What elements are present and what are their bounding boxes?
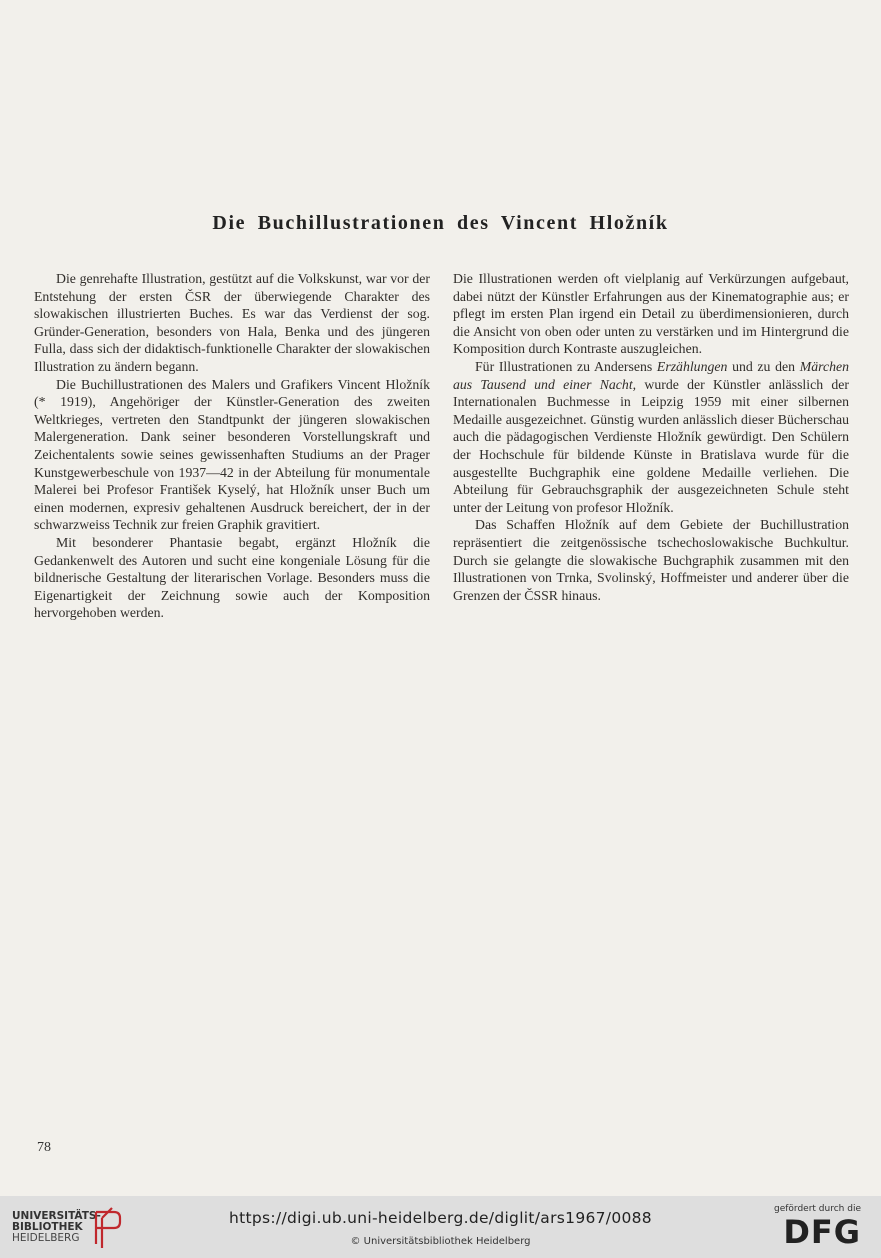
left-paragraph-2: Die Buchillustrationen des Malers und Grafikers Vincent Hložník (* 1919), Angehöriger der Künstler-Generation des zweiten Weltkrieges, vertreten den Standtpunkt der jüngeren slowakischen Malergeneration. Dank seiner besonderen Vorstellungskraft und Zeichentalents sowie seines gewissenhaften Studiums an der Prager Kunstgewerbeschule von 1937—42 in der Abteilung für monumentale Malerei bei Profesor František Kyselý, hat Hložník unser Buch um einen modernen, expresiv gehaltenen Ausdruck bereichert, der in der schwarzweiss Technik zur freien Graphik gravitiert. bbox=[34, 376, 430, 533]
book-title-erzaehlungen: Erzählungen bbox=[656, 358, 728, 374]
right-column bbox=[453, 270, 849, 604]
permalink-url[interactable]: https://digi.ub.uni-heidelberg.de/diglit/ars1967/0088 bbox=[229, 1209, 652, 1227]
library-name: UNIVERSITÄTS- BIBLIOTHEK HEIDELBERG bbox=[12, 1210, 101, 1244]
page-number: 78 bbox=[37, 1140, 51, 1155]
right-paragraph-2: Für Illustrationen zu Andersens Erzählungen und zu den Märchen aus Tausend und einer Nacht, wurde der Künstler anlässlich der Internationalen Buchmesse in Leipzig 1959 mit einer silbernen Medaille ausgezeichnet. Günstig wurden anlässlich dieser Bücherschau auch die pädagogischen Verdienste Hložník gewürdigt. Den Schülern der Hochschule für bildende Künste in Bratislava wurde für die ausgestellte Buchgraphik eine goldene Medaille verliehen. Die Abteilung für Gebrauchsgraphik der ausgezeichneten Schule steht unter der Leitung von profesor Hložník. bbox=[453, 358, 849, 515]
right-paragraph-3: Das Schaffen Hložník auf dem Gebiete der Buchillustration repräsentiert die zeitgenössische tschechoslowakische Buchkultur. Durch sie gelangte die slowakische Buchgraphik zusammen mit den Illustrationen von Trnka, Svolinský, Hoffmeister und anderer über die Grenzen der ČSSR hinaus. bbox=[453, 517, 849, 603]
left-paragraph-1: Die genrehafte Illustration, gestützt auf die Volkskunst, war vor der Entstehung der ersten ČSR der überwiegende Charakter des slowakischen illustrierten Buches. Es war das Verdienst der sog. Gründer-Generation, besonders von Hala, Benka und des jüngeren Fulla, dass sich der didaktisch-funktionelle Charakter der slowakischen Illustration zu ändern begann. bbox=[34, 271, 430, 374]
dfg-logo[interactable]: DFG bbox=[783, 1213, 861, 1251]
left-paragraph-3: Mit besonderer Phantasie begabt, ergänzt Hložník die Gedankenwelt des Autoren und sucht eine kongeniale Lösung für die bildnerische Gestaltung der literarischen Vorlage. Besonders muss die Eigenartigkeit der Zeichnung sowie auch der Komposition hervorgehoben werden. bbox=[34, 534, 430, 621]
copyright-notice: © Universitätsbibliothek Heidelberg bbox=[350, 1236, 531, 1247]
article-title: Die Buchillustrationen des Vincent Hložník bbox=[212, 212, 669, 234]
funding-label: gefördert durch die bbox=[774, 1204, 861, 1214]
left-column bbox=[34, 270, 430, 622]
footer-bar bbox=[0, 1196, 881, 1258]
right-paragraph-1: Die Illustrationen werden oft vielplanig auf Verkürzungen aufgebaut, dabei nützt der Künstler Erfahrungen aus der Kinematographie aus; er pflegt im ersten Plan irgend ein Detail zu überdimensionieren, durch die Ansicht von oben oder unten zu verstärken und im Hintergrund die Komposition durch Kontraste auszugleichen. bbox=[453, 271, 849, 357]
book-title-maerchen: Märchen aus Tausend und einer Nacht, bbox=[453, 358, 849, 392]
